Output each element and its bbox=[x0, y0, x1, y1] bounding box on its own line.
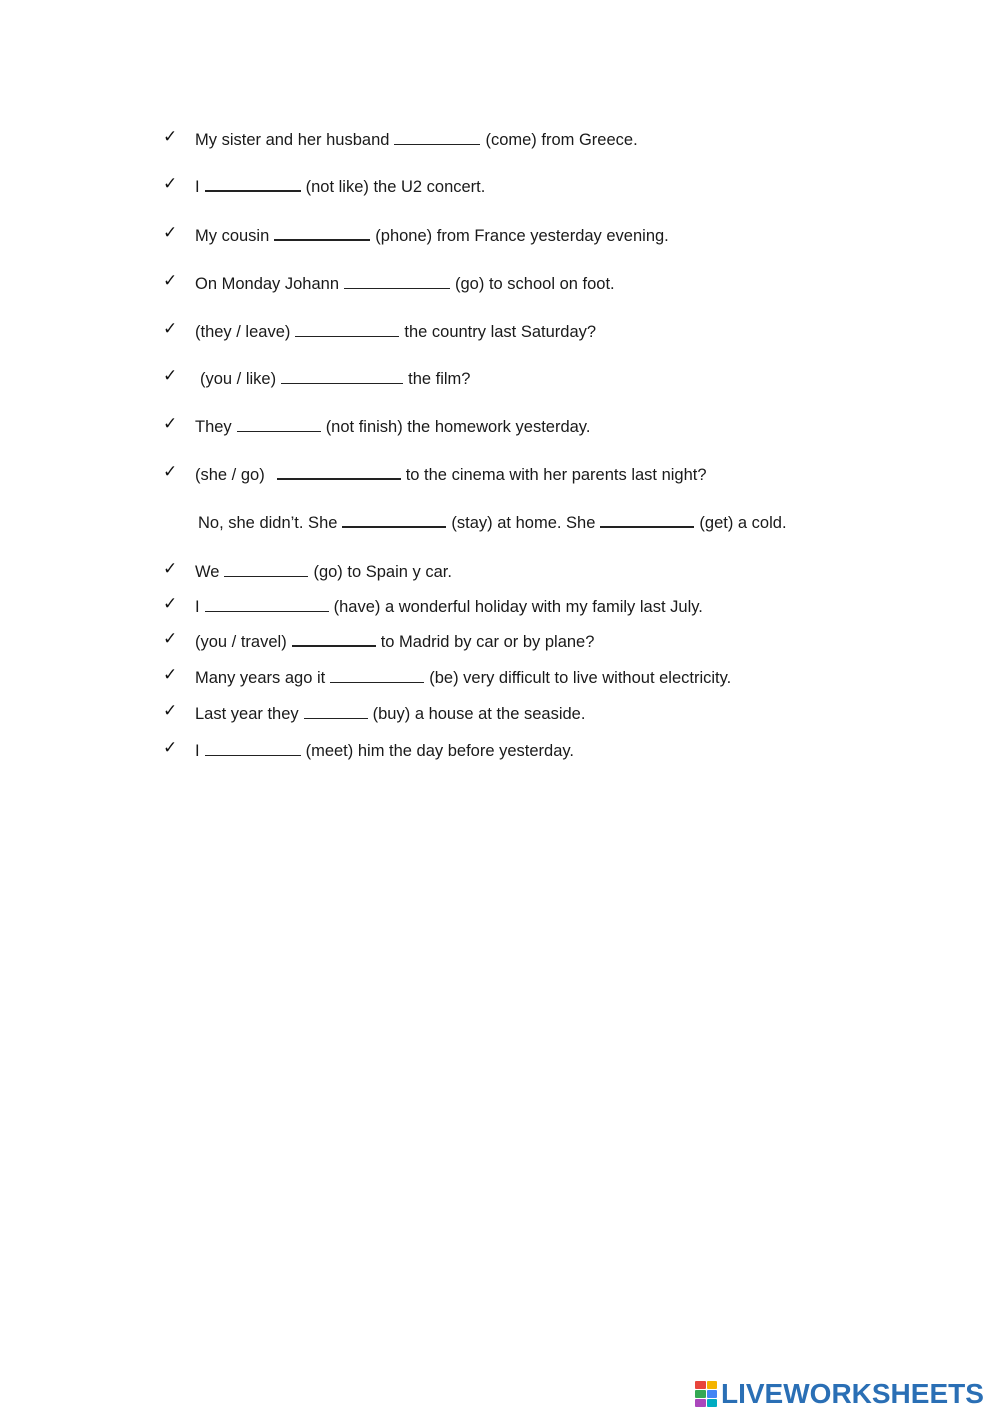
checkmark-icon: ✓ bbox=[163, 223, 178, 242]
item-text-after: (be) very difficult to live without electricity. bbox=[429, 669, 732, 687]
item-text-after: (not like) the U2 concert. bbox=[305, 178, 486, 196]
answer-blank[interactable] bbox=[330, 681, 424, 683]
sub-text-a: No, she didn’t. She bbox=[198, 514, 338, 532]
checkmark-icon: ✓ bbox=[163, 174, 178, 193]
checkmark-icon: ✓ bbox=[163, 594, 178, 613]
item-text-before: (they / leave) bbox=[195, 323, 291, 341]
answer-blank[interactable] bbox=[237, 430, 321, 432]
answer-blank[interactable] bbox=[205, 610, 329, 612]
checkmark-icon: ✓ bbox=[163, 629, 178, 648]
checkmark-icon: ✓ bbox=[163, 738, 178, 757]
checkmark-icon: ✓ bbox=[163, 271, 178, 290]
logo-square bbox=[695, 1390, 706, 1398]
logo-square bbox=[707, 1381, 718, 1389]
item-text-before: We bbox=[195, 563, 220, 581]
checkmark-icon: ✓ bbox=[163, 665, 178, 684]
logo-square bbox=[695, 1381, 706, 1389]
answer-blank[interactable] bbox=[292, 644, 376, 647]
liveworksheets-logo-icon bbox=[695, 1381, 717, 1407]
item-text-after: (meet) him the day before yesterday. bbox=[305, 742, 574, 760]
item-text-before: On Monday Johann bbox=[195, 275, 340, 293]
item-text-before: My cousin bbox=[195, 227, 270, 245]
checkmark-icon: ✓ bbox=[163, 414, 178, 433]
checkmark-icon: ✓ bbox=[163, 127, 178, 146]
checkmark-icon: ✓ bbox=[163, 366, 178, 385]
item-text-before: (she / go) bbox=[195, 466, 265, 484]
item-text-before: I bbox=[195, 598, 200, 616]
answer-blank[interactable] bbox=[281, 382, 403, 384]
sub-text-b: (stay) at home. She bbox=[451, 514, 596, 532]
item-text-before: Many years ago it bbox=[195, 669, 326, 687]
item-text-after: (go) to school on foot. bbox=[455, 275, 615, 293]
item-text-after: (have) a wonderful holiday with my family last July. bbox=[333, 598, 703, 616]
item-text-after: to the cinema with her parents last night? bbox=[405, 466, 707, 484]
item-text-after: (come) from Greece. bbox=[485, 131, 638, 149]
logo-square bbox=[695, 1399, 706, 1407]
item-text-after: (go) to Spain y car. bbox=[313, 563, 452, 581]
item-text-after: the country last Saturday? bbox=[404, 323, 597, 341]
logo-square bbox=[707, 1390, 718, 1398]
item-text-after: to Madrid by car or by plane? bbox=[380, 633, 595, 651]
item-text-before: Last year they bbox=[195, 705, 299, 723]
answer-blank[interactable] bbox=[342, 525, 446, 528]
item-text-before: I bbox=[195, 742, 200, 760]
answer-blank[interactable] bbox=[205, 189, 301, 192]
answer-blank[interactable] bbox=[600, 525, 694, 528]
item-text-after: (buy) a house at the seaside. bbox=[372, 705, 586, 723]
answer-blank[interactable] bbox=[394, 143, 480, 145]
item-text-before: I bbox=[195, 178, 200, 196]
item-text-before: (you / like) bbox=[200, 370, 277, 388]
answer-blank[interactable] bbox=[304, 717, 368, 719]
brand-wordmark: LIVEWORKSHEETS bbox=[721, 1378, 984, 1409]
checkmark-icon: ✓ bbox=[163, 701, 178, 720]
answer-blank[interactable] bbox=[224, 575, 308, 577]
answer-blank[interactable] bbox=[344, 287, 450, 289]
item-text-after: the film? bbox=[408, 370, 471, 388]
checkmark-icon: ✓ bbox=[163, 559, 178, 578]
item-text-before: (you / travel) bbox=[195, 633, 287, 651]
checkmark-icon: ✓ bbox=[163, 319, 178, 338]
item-text-before: My sister and her husband bbox=[195, 131, 390, 149]
sub-text-c: (get) a cold. bbox=[699, 514, 787, 532]
item-text-before: They bbox=[195, 418, 232, 436]
logo-square bbox=[707, 1399, 718, 1407]
answer-blank[interactable] bbox=[205, 754, 301, 756]
answer-blank[interactable] bbox=[274, 238, 370, 241]
liveworksheets-brand bbox=[695, 1378, 984, 1410]
answer-blank[interactable] bbox=[277, 477, 401, 480]
item-text-after: (not finish) the homework yesterday. bbox=[325, 418, 591, 436]
checkmark-icon: ✓ bbox=[163, 462, 178, 481]
answer-blank[interactable] bbox=[295, 335, 399, 337]
item-text-after: (phone) from France yesterday evening. bbox=[375, 227, 669, 245]
